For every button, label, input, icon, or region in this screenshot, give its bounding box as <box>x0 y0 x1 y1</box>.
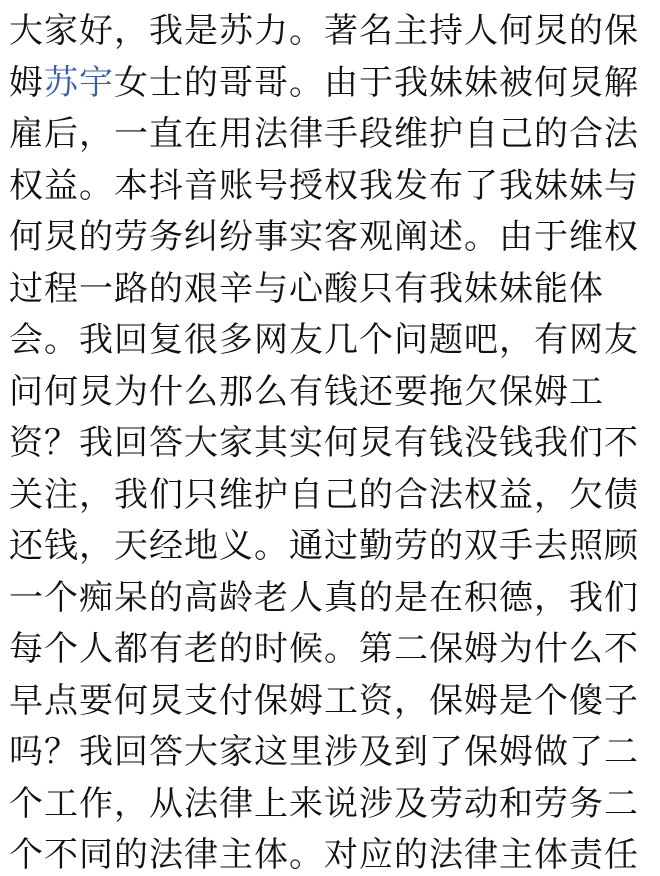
post-line: 会。我回复很多网友几个问题吧，有网友 <box>9 320 639 360</box>
post-line: 过程一路的艰辛与心酸只有我妹妹能体 <box>9 268 604 309</box>
post-line: 个不同的法律主体。对应的法律主体责任 <box>9 835 639 875</box>
post-line: 吗？我回答大家这里涉及到了保姆做了二 <box>9 732 639 772</box>
post-line: 一个痴呆的高龄老人真的是在积德，我们 <box>9 577 639 618</box>
post-line: 还钱，天经地义。通过勤劳的双手去照顾 <box>9 526 639 566</box>
post-line: 资？我回答大家其实何炅有钱没钱我们不 <box>9 423 639 463</box>
post-line: 每个人都有老的时候。第二保姆为什么不 <box>9 629 639 669</box>
post-line <box>9 58 639 110</box>
post-line: 雇后，一直在用法律手段维护自己的合法 <box>9 114 639 154</box>
post-line: 何炅的劳务纠纷事实客观阐述。由于维权 <box>9 217 639 257</box>
post-line: 早点要何炅支付保姆工资，保姆是个傻子 <box>9 680 639 721</box>
mention-link[interactable]: 苏宇 <box>44 62 114 103</box>
post-line: 关注，我们只维护自己的合法权益，欠债 <box>9 474 639 515</box>
post-line: 权益。本抖音账号授权我发布了我妹妹与 <box>9 165 639 206</box>
post-line: 问何炅为什么那么有钱还要拖欠保姆工 <box>9 371 604 412</box>
post-line-suffix: 女士的哥哥。由于我妹妹被何炅解 <box>114 62 639 103</box>
post-line: 个工作，从法律上来说涉及劳动和劳务二 <box>9 783 639 824</box>
post-line-prefix: 姆 <box>9 62 44 103</box>
post-line: 大家好，我是苏力。著名主持人何炅的保 <box>9 11 639 51</box>
